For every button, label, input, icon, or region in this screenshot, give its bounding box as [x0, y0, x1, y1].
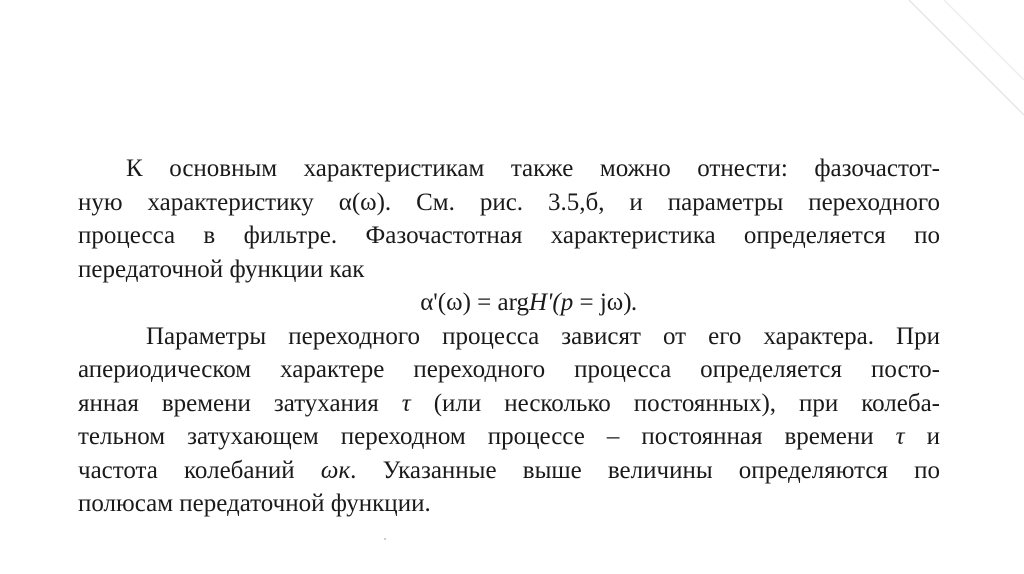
paragraph2-line4-start: тельном затухающем переходном процессе – постоянная времени [78, 423, 896, 450]
paragraph2-line1: Параметры переходного процесса зависят от его характера. При [146, 322, 940, 350]
paragraph2-line6: полюсам передаточной функции. [78, 490, 431, 517]
formula [78, 286, 940, 320]
paragraph2-line5-end: . Указанные выше величины определяются по [350, 456, 940, 484]
speck [384, 538, 386, 540]
paragraph2-line3-start: янная времени затухания [78, 389, 402, 417]
omega-k-symbol: ωк [320, 456, 351, 484]
paragraph2-line4-end: и [904, 423, 940, 450]
paragraph2-line2: апериодическом характере переходного процесса определяется посто- [78, 356, 940, 383]
paragraph1-line3: процесса в фильтре. Фазочастотная характеристика определяется по [78, 222, 940, 249]
formula-end: . [631, 289, 638, 316]
slide-corner-decoration [874, 0, 1024, 120]
formula-h: H'(p [528, 289, 574, 316]
paragraph1-line2: ную характеристику α(ω). См. рис. 3.5,б, и параметры переходного [78, 188, 940, 216]
paragraph2-line5 [78, 454, 940, 488]
paragraph1-line4: передаточной функции как [78, 255, 365, 283]
paragraph1-line1: К основным характеристикам также можно отнести: фазочастот- [126, 155, 940, 182]
paragraph2-line3-end: (или несколько постоянных), при колеба- [410, 389, 940, 417]
tau-symbol: τ [401, 389, 411, 417]
paragraph2-line4 [78, 420, 940, 454]
formula-eq: = jω) [573, 289, 632, 316]
paragraph2-line3 [78, 387, 940, 421]
paragraph2-line5-start: частота колебаний [78, 456, 321, 484]
formula-lhs: α'(ω) = arg [420, 289, 529, 316]
tau-symbol-2: τ [895, 423, 905, 450]
document-body [78, 152, 940, 521]
